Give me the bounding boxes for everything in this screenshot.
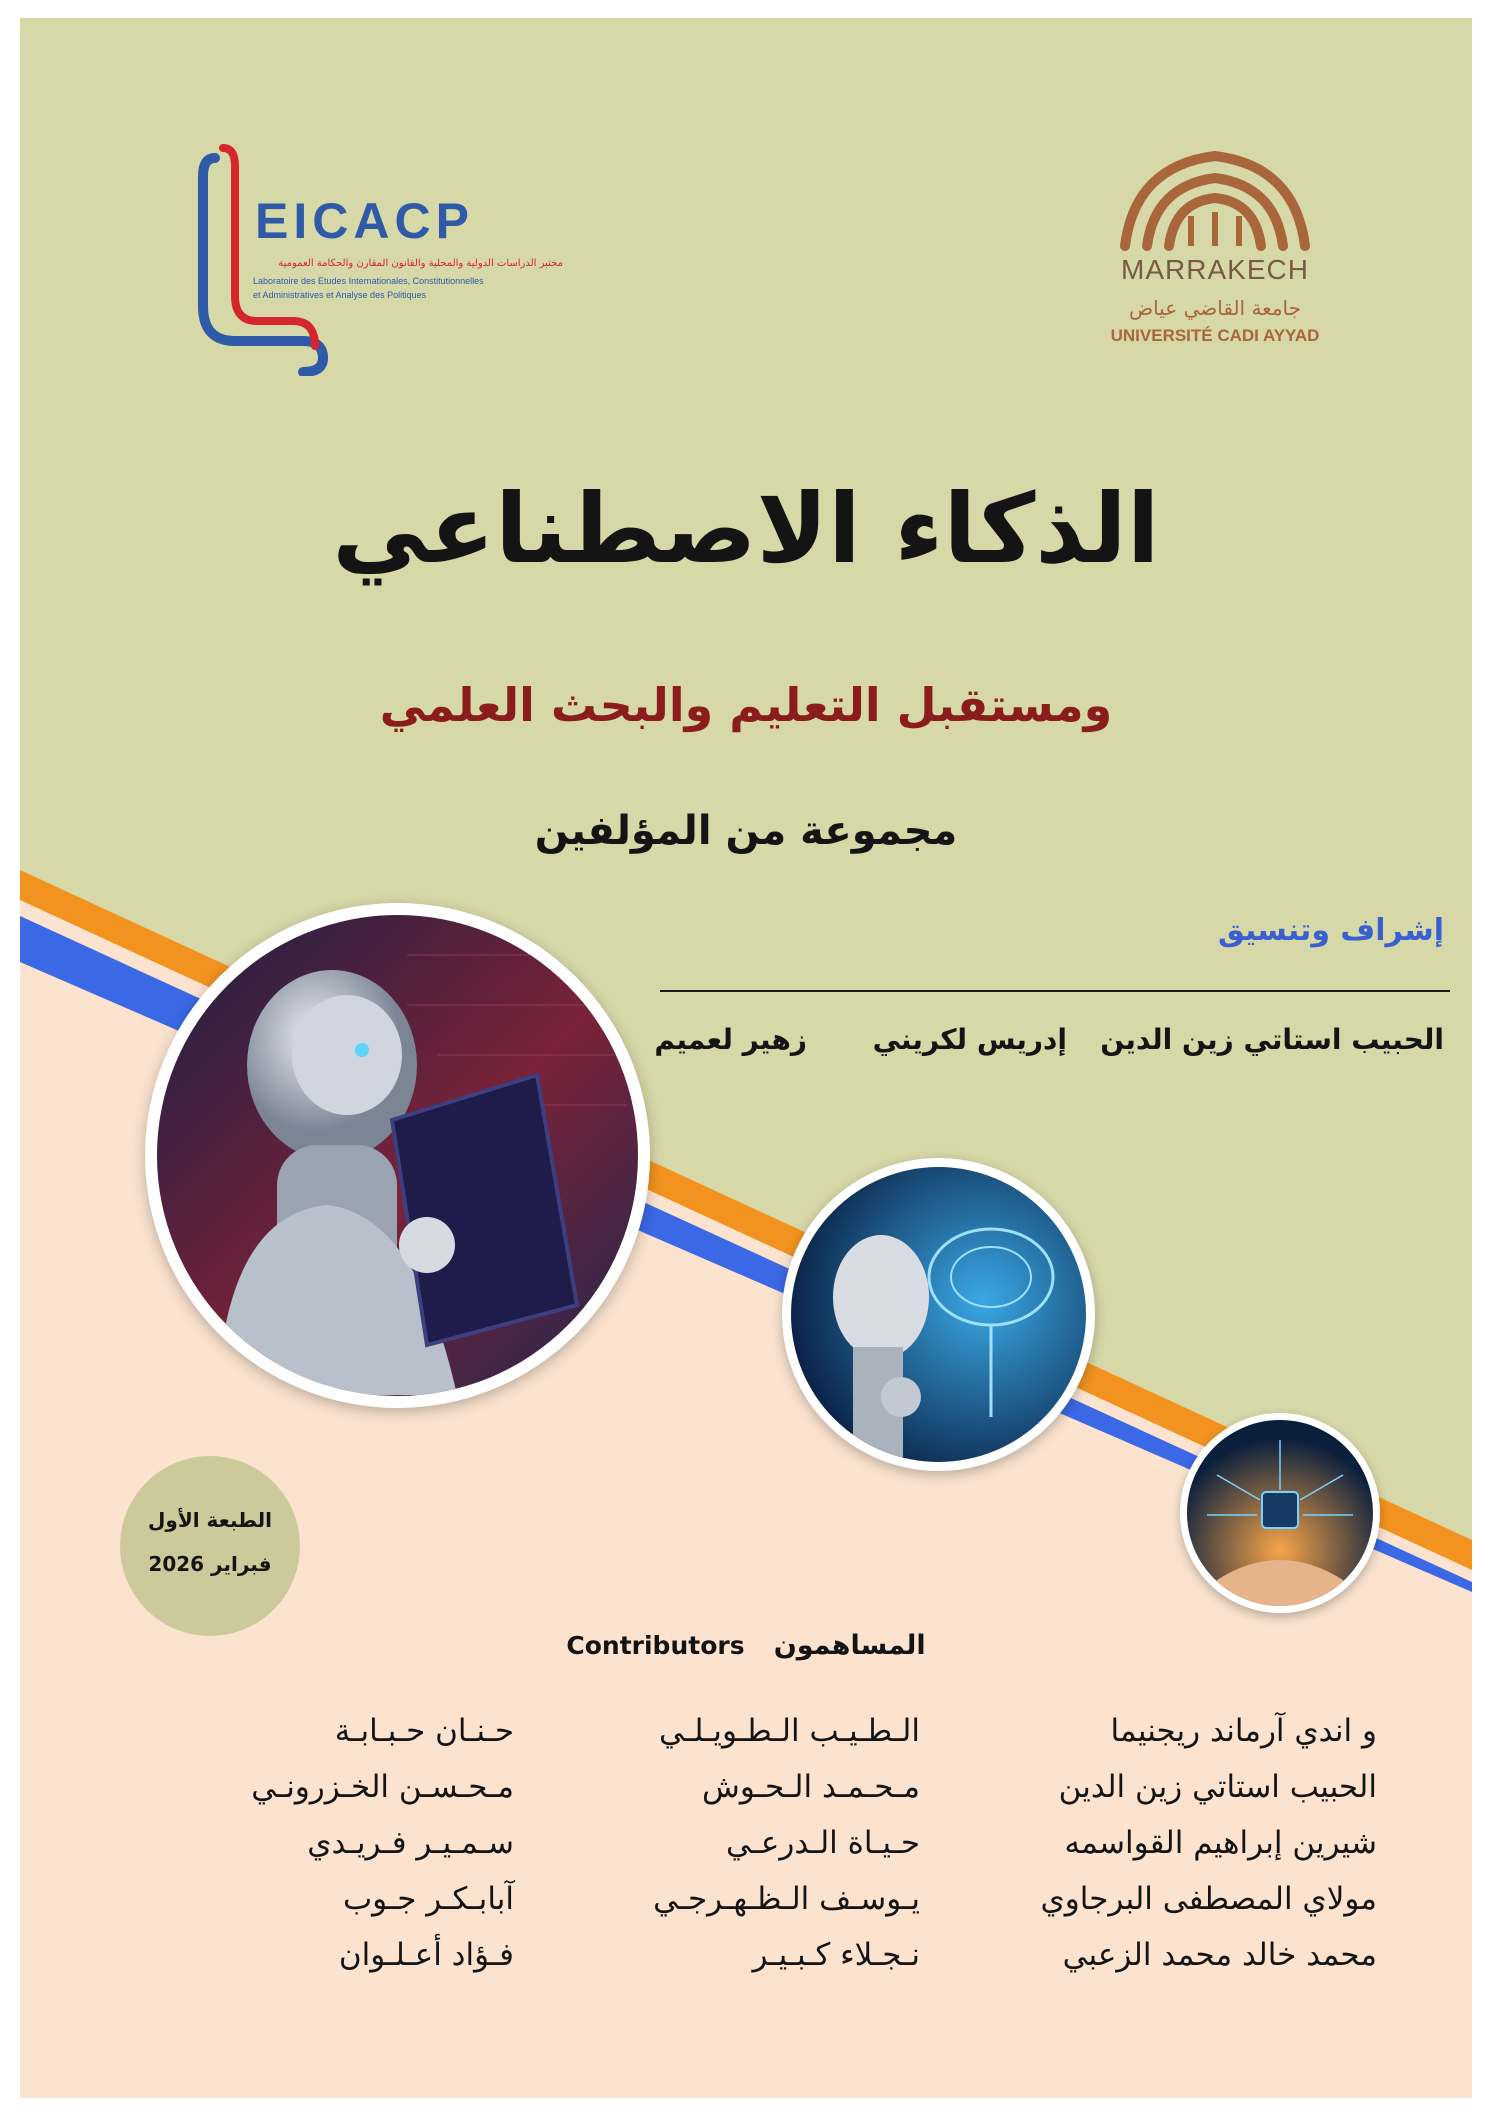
coordinator-name: إدريس لكريني <box>872 1023 1067 1056</box>
middle-image-frame <box>782 1158 1095 1471</box>
lab-arabic-name: مختبر الدراسات الدولية والمحلية والقانون المقارن والحكامة العمومية <box>278 258 563 269</box>
book-subtitle: ومستقبل التعليم والبحث العلمي <box>379 678 1113 732</box>
edition-date: فبراير 2026 <box>148 1552 272 1576</box>
contributor-name: محمد خالد محمد الزعبي <box>1062 1937 1377 1973</box>
lab-acronym: EICACP <box>255 193 474 249</box>
supervision-label: إشراف وتنسيق <box>1218 913 1444 948</box>
lab-logo <box>195 136 575 376</box>
contributor-name: حـيـاة الـدرعـي <box>725 1825 920 1861</box>
contributor-name: و اندي آرماند ريجنيما <box>1110 1713 1377 1749</box>
lab-french-line2: et Administratives et Analyse des Politiques <box>253 290 427 300</box>
edition-badge <box>120 1456 300 1636</box>
supervision-divider <box>660 990 1450 992</box>
authors-note: مجموعة من المؤلفين <box>534 808 958 854</box>
university-city: MARRAKECH <box>1121 254 1309 285</box>
university-latin-name: UNIVERSITÉ CADI AYYAD <box>1110 326 1320 345</box>
contributor-name: نـجـلاء كـبـيـر <box>752 1937 920 1973</box>
contributor-name: حـنـان حـبـابـة <box>334 1713 514 1749</box>
contributors-column-right <box>997 1703 1377 1983</box>
ai-brain-robot-image <box>791 1167 1086 1462</box>
contributor-name: مـحـسـن الخـزرونـي <box>251 1769 514 1805</box>
coordinator-name: زهير لعميم <box>654 1023 807 1056</box>
edition-label: الطبعة الأول <box>148 1508 272 1532</box>
contributors-heading <box>20 1630 1472 1661</box>
contributor-name: فـؤاد أعـلـوان <box>338 1937 514 1973</box>
main-image-frame <box>145 903 650 1408</box>
contributors-column-left <box>184 1703 514 1983</box>
contributor-name: آبابـكـر جـوب <box>343 1881 514 1917</box>
book-cover <box>20 18 1472 2098</box>
contributor-name: الـطـيـب الـطـويـلـي <box>659 1713 920 1749</box>
ai-chip-hand-image <box>1187 1420 1373 1606</box>
contributor-name: مولاي المصطفى البرجاوي <box>1040 1881 1377 1917</box>
book-title: الذكاء الاصطناعي <box>332 473 1160 585</box>
university-logo <box>1095 136 1335 376</box>
lab-logo-mark <box>195 136 575 376</box>
coordinator-name: الحبيب استاتي زين الدين <box>1100 1023 1444 1056</box>
lab-french-line1: Laboratoire des Etudes Internationales, Constitutionnelles <box>253 276 484 286</box>
contributor-name: سـمـيـر فـريـدي <box>307 1825 514 1861</box>
contributors-label-en: Contributors <box>566 1631 745 1660</box>
robot-reading-book-image <box>157 915 638 1396</box>
contributor-name: شيرين إبراهيم القواسمه <box>1064 1825 1377 1861</box>
contributor-name: مـحـمـد الـحـوش <box>702 1769 920 1805</box>
university-arabic-name: جامعة القاضي عياض <box>1128 296 1301 320</box>
university-emblem <box>1095 136 1335 266</box>
contributors-label-ar: المساهمون <box>773 1630 926 1661</box>
small-image-frame <box>1180 1413 1380 1613</box>
contributor-name: الحبيب استاتي زين الدين <box>1058 1769 1377 1805</box>
contributor-name: يـوسـف الـظـهـرجـي <box>653 1881 920 1917</box>
contributors-column-middle <box>600 1703 920 1983</box>
